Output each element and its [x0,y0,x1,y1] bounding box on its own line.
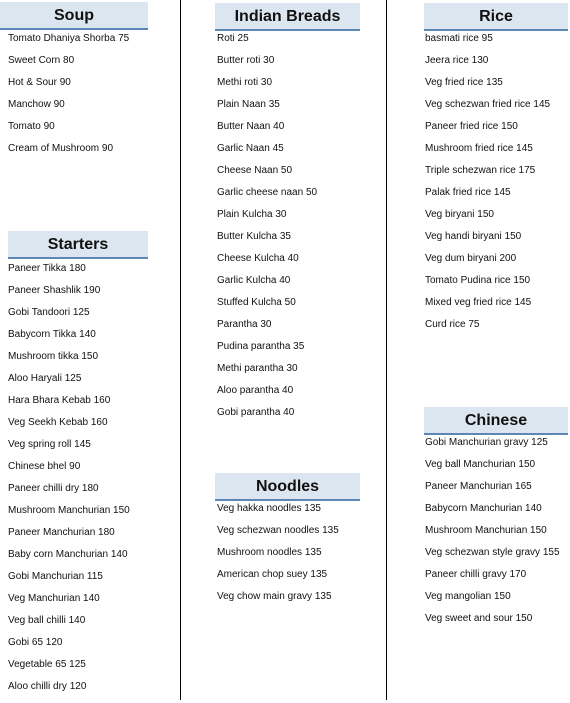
menu-item: Mixed veg fried rice 145 [425,297,532,308]
noodles-header: Noodles [215,473,360,501]
menu-item: Mushroom fried rice 145 [425,143,533,154]
menu-item: Aloo parantha 40 [217,385,294,396]
menu-item: Veg schezwan style gravy 155 [425,547,560,558]
menu-item: Veg biryani 150 [425,209,494,220]
menu-item: basmati rice 95 [425,33,493,44]
chinese-list [425,437,560,635]
menu-item: Gobi Manchurian 115 [8,571,103,582]
menu-item: Gobi 65 120 [8,637,63,648]
indian-breads-header: Indian Breads [215,3,360,31]
menu-item: Paneer Shashlik 190 [8,285,101,296]
menu-item: Stuffed Kulcha 50 [217,297,296,308]
menu-item: Veg sweet and sour 150 [425,613,533,624]
menu-item: Veg chow main gravy 135 [217,591,332,602]
column-divider [180,0,181,700]
chinese-header: Chinese [424,407,568,435]
soup-header: Soup [0,2,148,30]
menu-item: Veg hakka noodles 135 [217,503,321,514]
menu-item: Methi roti 30 [217,77,273,88]
menu-item: Sweet Corn 80 [8,55,75,66]
menu-item: Gobi Manchurian gravy 125 [425,437,548,448]
menu-item: Tomato 90 [8,121,55,132]
menu-item: Tomato Pudina rice 150 [425,275,531,286]
menu-item: Tomato Dhaniya Shorba 75 [8,33,130,44]
menu-item: Veg fried rice 135 [425,77,503,88]
menu-item: Veg ball chilli 140 [8,615,86,626]
menu-item: Curd rice 75 [425,319,480,330]
menu-item: Veg dum biryani 200 [425,253,517,264]
menu-item: Roti 25 [217,33,249,44]
menu-item: Veg schezwan noodles 135 [217,525,339,536]
menu-item: Veg ball Manchurian 150 [425,459,536,470]
menu-item: Garlic cheese naan 50 [217,187,318,198]
menu-item: Aloo Haryali 125 [8,373,82,384]
menu-item: Veg schezwan fried rice 145 [425,99,551,110]
menu-item: Garlic Naan 45 [217,143,284,154]
menu-item: Butter roti 30 [217,55,275,66]
soup-list [8,33,129,165]
menu-item: Butter Kulcha 35 [217,231,291,242]
menu-item: Cheese Naan 50 [217,165,293,176]
menu-item: Veg mangolian 150 [425,591,511,602]
menu-item: Mushroom Manchurian 150 [8,505,130,516]
menu-item: Butter Naan 40 [217,121,285,132]
menu-item: Mushroom noodles 135 [217,547,322,558]
menu-item: American chop suey 135 [217,569,328,580]
rice-list [425,33,550,341]
menu-item: Veg spring roll 145 [8,439,91,450]
starters-list [8,263,130,703]
menu-item: Veg handi biryani 150 [425,231,522,242]
menu-item: Plain Naan 35 [217,99,280,110]
menu-item: Vegetable 65 125 [8,659,86,670]
menu-item: Garlic Kulcha 40 [217,275,291,286]
menu-item: Paneer chilli gravy 170 [425,569,527,580]
menu-item: Gobi parantha 40 [217,407,295,418]
menu-item: Triple schezwan rice 175 [425,165,536,176]
menu-item: Pudina parantha 35 [217,341,305,352]
column-divider [386,0,387,700]
menu-item: Manchow 90 [8,99,65,110]
starters-header: Starters [8,231,148,259]
menu-item: Paneer Manchurian 165 [425,481,532,492]
menu-item: Methi parantha 30 [217,363,298,374]
menu-item: Veg Manchurian 140 [8,593,100,604]
menu-item: Paneer chilli dry 180 [8,483,99,494]
indian-breads-list [217,33,317,429]
menu-item: Paneer Tikka 180 [8,263,86,274]
menu-item: Parantha 30 [217,319,272,330]
menu-item: Baby corn Manchurian 140 [8,549,128,560]
menu-item: Mushroom tikka 150 [8,351,99,362]
menu-item: Chinese bhel 90 [8,461,81,472]
menu-item: Hara Bhara Kebab 160 [8,395,111,406]
menu-item: Aloo chilli dry 120 [8,681,87,692]
menu-item: Paneer fried rice 150 [425,121,518,132]
menu-item: Mushroom Manchurian 150 [425,525,547,536]
menu-item: Gobi Tandoori 125 [8,307,90,318]
menu-item: Babycorn Tikka 140 [8,329,96,340]
menu-item: Cheese Kulcha 40 [217,253,299,264]
menu-item: Cream of Mushroom 90 [8,143,114,154]
menu-item: Jeera rice 130 [425,55,489,66]
menu-item: Palak fried rice 145 [425,187,511,198]
menu-item: Veg Seekh Kebab 160 [8,417,108,428]
menu-item: Babycorn Manchurian 140 [425,503,542,514]
rice-header: Rice [424,3,568,31]
menu-item: Hot & Sour 90 [8,77,71,88]
noodles-list [217,503,339,613]
menu-item: Paneer Manchurian 180 [8,527,115,538]
menu-item: Plain Kulcha 30 [217,209,287,220]
